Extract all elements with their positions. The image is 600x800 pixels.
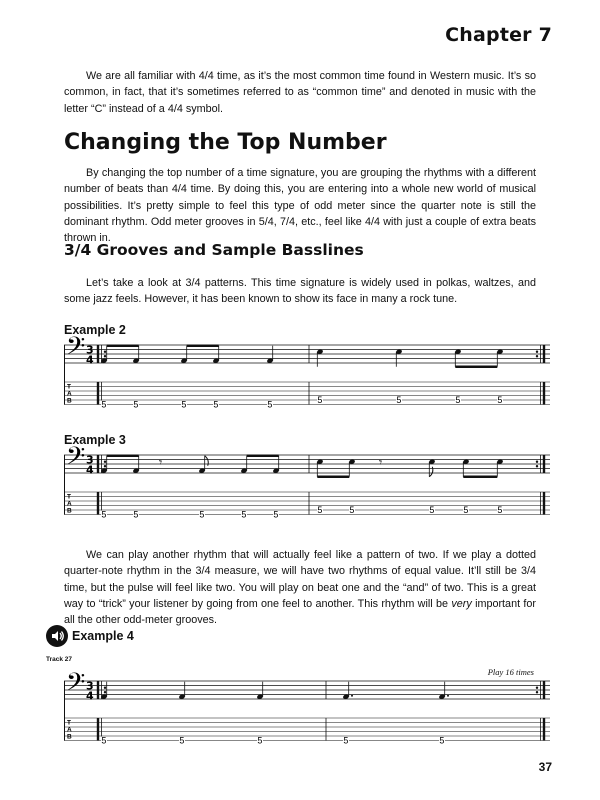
example-2-label: Example 2: [64, 323, 126, 337]
example-3-notation: [64, 442, 550, 520]
example-4-staff: [64, 668, 550, 746]
subsection-heading: 3/4 Grooves and Sample Basslines: [64, 241, 364, 259]
tab-letter: T: [67, 493, 71, 501]
tab-fret: 5: [429, 505, 435, 516]
tab-fret: 5: [181, 399, 187, 410]
tab-fret: 5: [273, 509, 279, 520]
tab-fret: 5: [101, 509, 107, 520]
repeat-dot: [536, 465, 538, 467]
tab-fret: 5: [455, 395, 461, 406]
tab-fret: 5: [101, 735, 107, 746]
tab-letter: T: [67, 719, 71, 727]
repeat-dot: [104, 351, 106, 353]
tab-letter: A: [67, 726, 72, 734]
page-number: 37: [538, 760, 552, 774]
tab-fret: 5: [267, 399, 273, 410]
bass-clef-icon: 𝄢: [66, 442, 86, 477]
example-2-notation: [64, 332, 550, 410]
tab-fret: 5: [349, 505, 355, 516]
tab-fret: 5: [241, 509, 247, 520]
chapter-title: Chapter 7: [445, 24, 552, 46]
tab-fret: 5: [133, 399, 139, 410]
tab-fret: 5: [497, 505, 503, 516]
repeat-dot: [104, 355, 106, 357]
paragraph-top-number: By changing the top number of a time signature, you are grouping the rhythms with a different number of beats than 4/4 time. By doing this, you are entering into a whole new world of musical possibilities. It’s pretty simple to feel this type of odd meter since the quarter note is still the dominant rhythm. Odd meter grooves in 5/4, 7/4, etc., feel like 4/4 with just a couple of extra beats thrown in.: [64, 167, 536, 245]
repeat-dot: [536, 355, 538, 357]
audio-speaker-icon[interactable]: [46, 625, 68, 647]
repeat-dot: [104, 691, 106, 693]
tab-letter: T: [67, 383, 71, 391]
paragraph-three-four: Let’s take a look at 3/4 patterns. This time signature is widely used in polkas, waltzes, and some jazz feels. However, it has been known to show its face in many a rock tune.: [64, 277, 536, 306]
speaker-glyph: [46, 625, 68, 647]
time-signature-top: 3: [86, 453, 94, 467]
tab-fret: 5: [317, 395, 323, 406]
example-3-staff: [64, 442, 550, 520]
tab-fret: 5: [179, 735, 185, 746]
tab-fret: 5: [199, 509, 205, 520]
repeat-dot: [104, 461, 106, 463]
tab-fret: 5: [213, 399, 219, 410]
tab-letter: B: [67, 397, 72, 405]
augmentation-dot: [351, 695, 353, 697]
example-2-staff: [64, 332, 550, 410]
tab-fret: 5: [439, 735, 445, 746]
example-3-label: Example 3: [64, 433, 126, 447]
tab-fret: 5: [343, 735, 349, 746]
tab-letter: A: [67, 390, 72, 398]
paragraph-pattern-of-two: We can play another rhythm that will actually feel like a pattern of two. If we play a dotted quarter-note rhythm in the 3/4 measure, we will have two rhythms of equal value. It’ll still be 3/4 time, but the pulse will feel like two. You will play on beat one and the “and” of two. This is a great way to “trick” your listener by going from one feel to another. This rhythm will be very important for all the other odd-meter grooves.: [64, 549, 536, 627]
repeat-dot: [536, 687, 538, 689]
time-signature-bottom: 4: [86, 689, 94, 703]
tab-letter: B: [67, 733, 72, 741]
tab-fret: 5: [497, 395, 503, 406]
tab-fret: 5: [396, 395, 402, 406]
eighth-rest-icon: 𝄾: [379, 455, 383, 470]
time-signature-top: 3: [86, 343, 94, 357]
tab-fret: 5: [463, 505, 469, 516]
repeat-dot: [536, 691, 538, 693]
augmentation-dot: [447, 695, 449, 697]
intro-paragraph: We are all familiar with 4/4 time, as it’s the most common time found in Western music. It’s so common, in fact, that it’s sometimes referred to as “common time” and denoted in music with the letter “C” instead of a 4/4 symbol.: [64, 70, 536, 115]
section-heading: Changing the Top Number: [64, 130, 387, 155]
track-number: Track 27: [46, 656, 73, 663]
time-signature-bottom: 4: [86, 463, 94, 477]
repeat-dot: [536, 461, 538, 463]
eighth-rest-icon: 𝄾: [159, 455, 163, 470]
bass-clef-icon: 𝄢: [66, 668, 86, 703]
tab-letter: A: [67, 500, 72, 508]
repeat-dot: [104, 687, 106, 689]
emphasis-very: very: [451, 597, 472, 610]
bass-clef-icon: 𝄢: [66, 332, 86, 367]
repeat-dot: [536, 351, 538, 353]
tab-fret: 5: [133, 509, 139, 520]
example-4-label: Example 4: [72, 629, 134, 643]
tab-fret: 5: [101, 399, 107, 410]
repeat-instruction: Play 16 times: [487, 667, 534, 677]
time-signature-top: 3: [86, 679, 94, 693]
tab-letter: B: [67, 507, 72, 515]
repeat-dot: [104, 465, 106, 467]
tab-fret: 5: [257, 735, 263, 746]
time-signature-bottom: 4: [86, 353, 94, 367]
tab-fret: 5: [317, 505, 323, 516]
